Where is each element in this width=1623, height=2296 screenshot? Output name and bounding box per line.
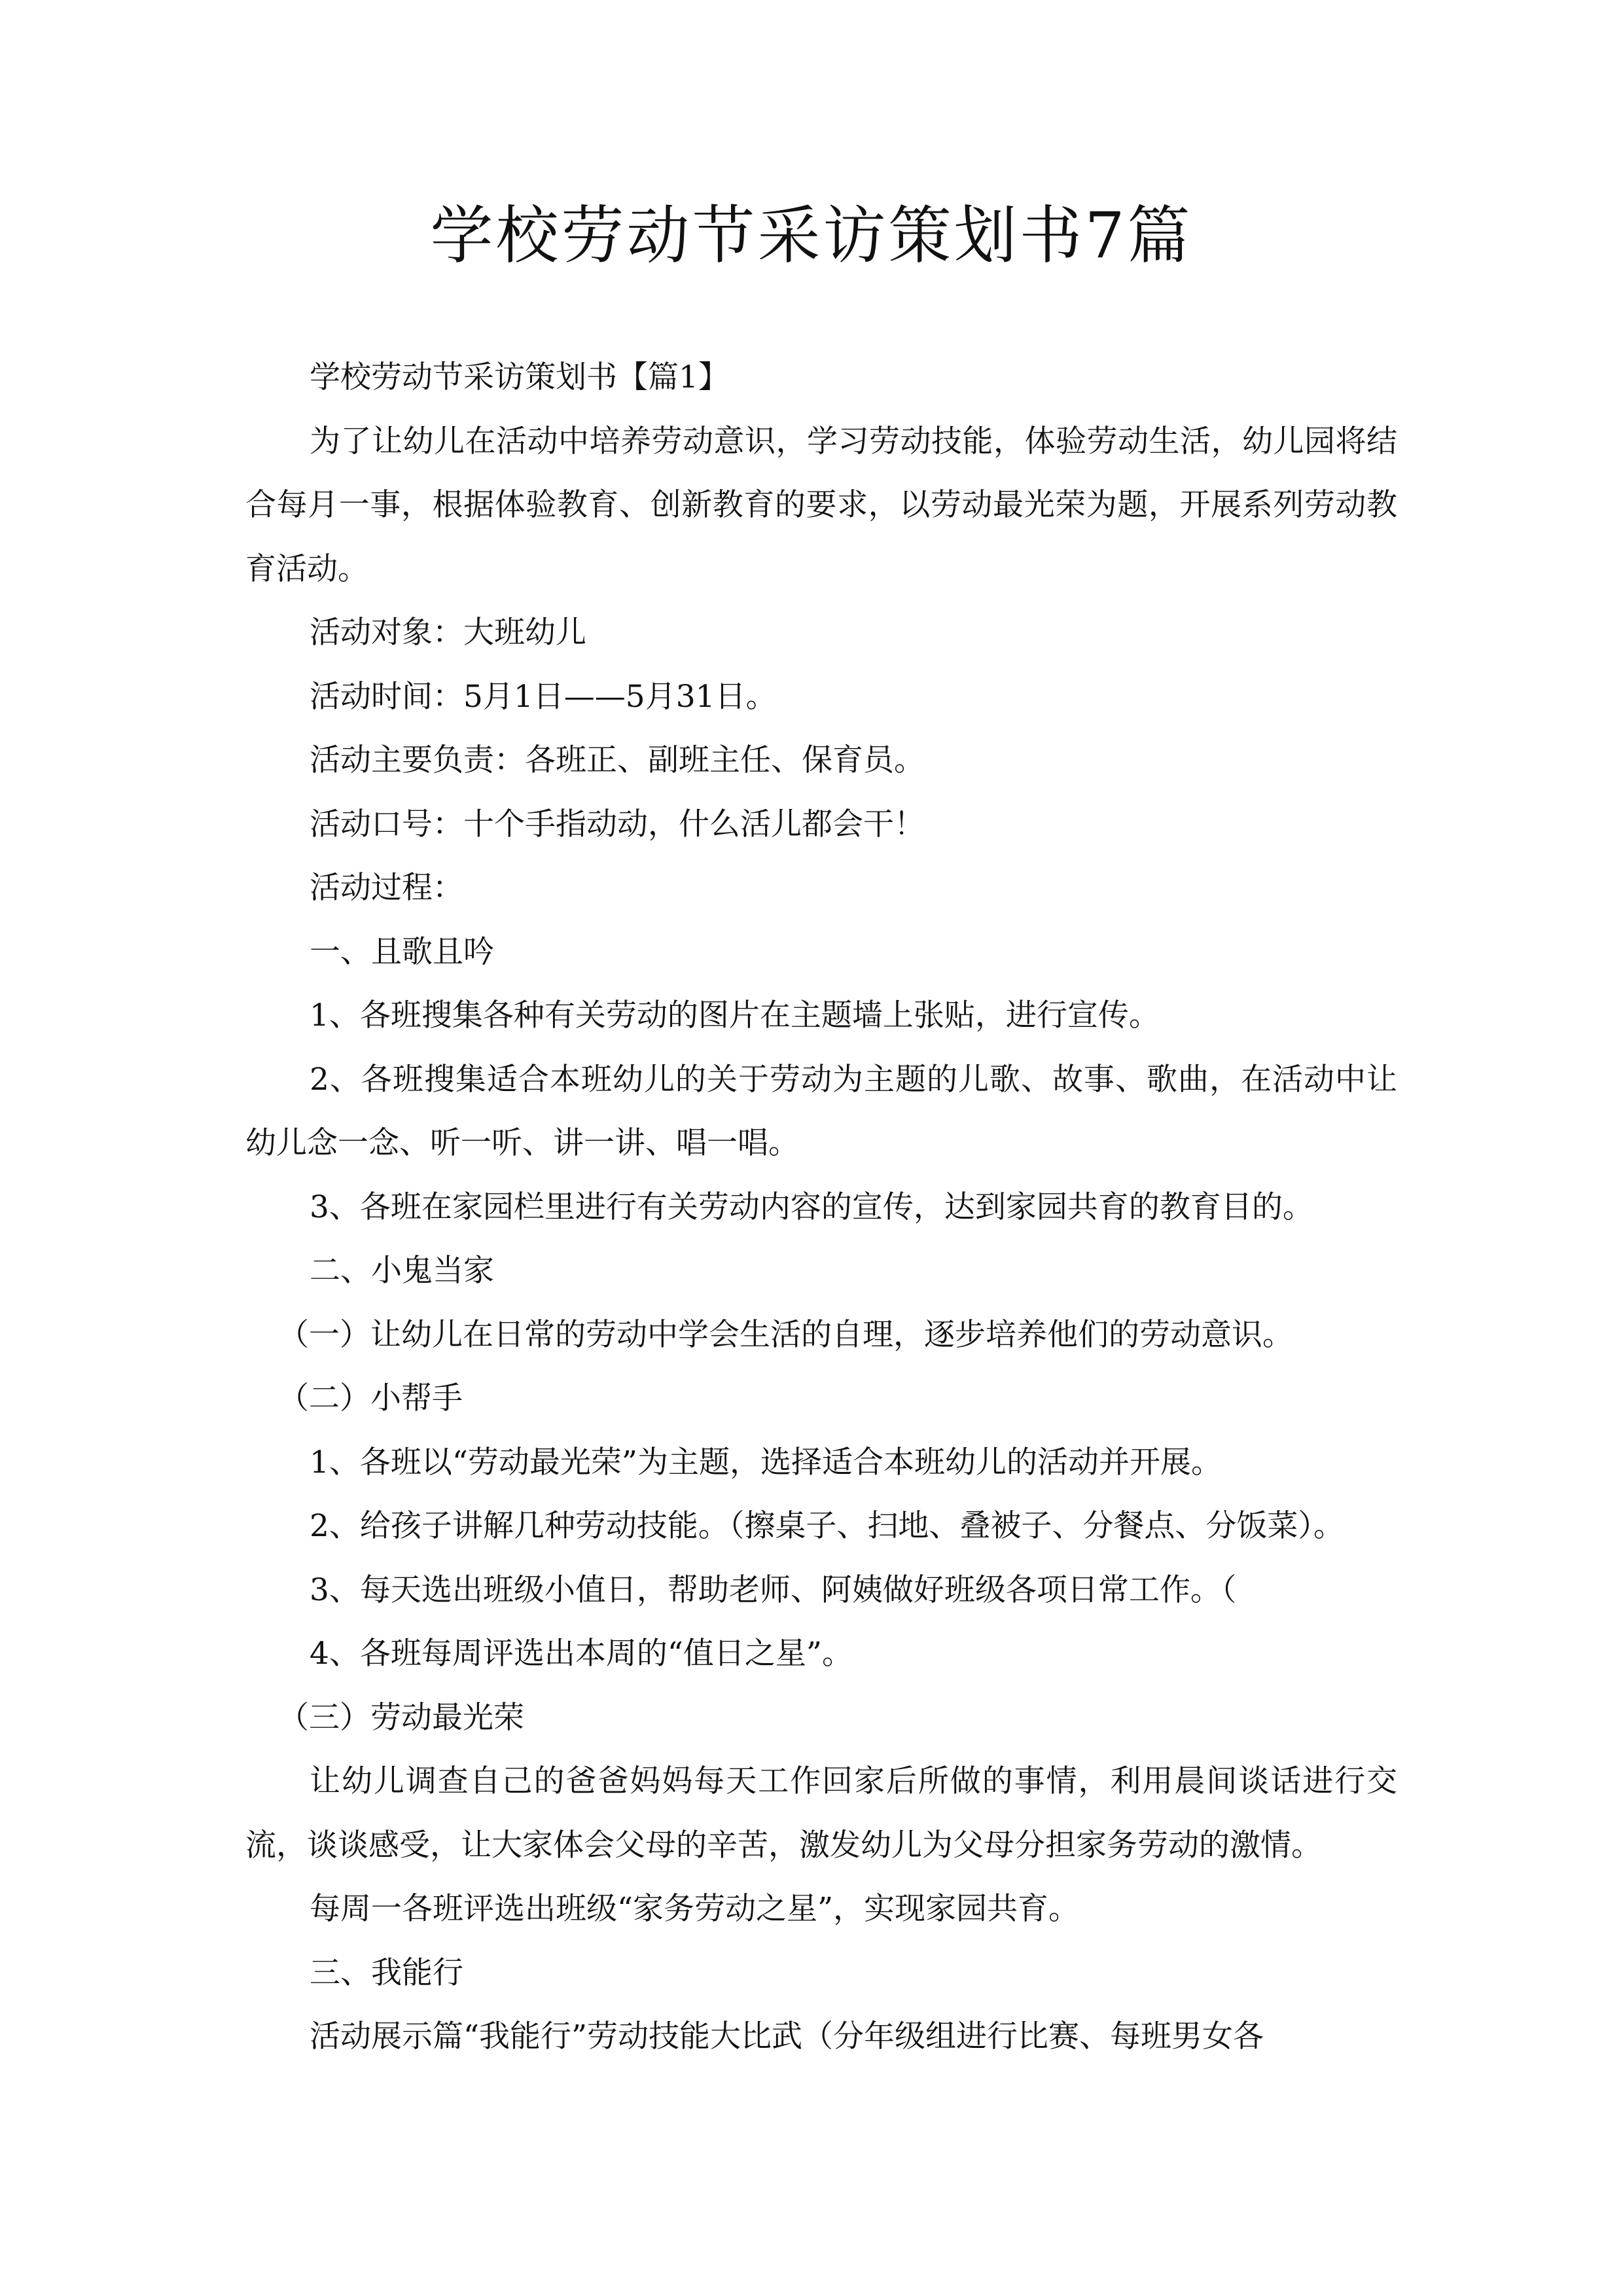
document-title: 学校劳动节采访策划书7篇 [430,199,1193,272]
list-item: 3、各班在家园栏里进行有关劳动内容的宣传，达到家园共育的教育目的。 [310,1189,1313,1225]
document-body [245,346,1397,2069]
list-item: 3、每天选出班级小值日，帮助老师、阿姨做好班级各项日常工作。（ [310,1571,1237,1608]
subheading: （二）小帮手 [278,1380,463,1416]
subheading: 二、小鬼当家 [310,1253,494,1289]
list-item: 2、给孩子讲解几种劳动技能。（擦桌子、扫地、叠被子、分餐点、分饭菜）。 [310,1508,1344,1544]
list-item: （一）让幼儿在日常的劳动中学会生活的自理，逐步培养他们的劳动意识。 [278,1316,1293,1353]
subheading: （三）劳动最光荣 [278,1699,524,1736]
list-item: 1、各班搜集各种有关劳动的图片在主题墙上张贴，进行宣传。 [310,997,1160,1033]
paragraph: 活动时间：5月1日——5月31日。 [310,678,777,715]
paragraph: 活动主要负责：各班正、副班主任、保育员。 [310,742,925,778]
paragraph: 每周一各班评选出班级“家务劳动之星”，实现家园共育。 [310,1891,1080,1927]
subheading: 一、且歌且吟 [310,933,494,970]
subheading: 三、我能行 [310,1954,463,1991]
paragraph: 为了让幼儿在活动中培养劳动意识，学习劳动技能，体验劳动生活，幼儿园将结合每月一事，根据体验教育、创新教育的要求，以劳动最光荣为题，开展系列劳动教育活动。 [245,423,1397,587]
paragraph: 让幼儿调查自己的爸爸妈妈每天工作回家后所做的事情，利用晨间谈话进行交流，谈谈感受，让大家体会父母的辛苦，激发幼儿为父母分担家务劳动的激情。 [245,1763,1397,1863]
section-heading: 学校劳动节采访策划书【篇1】 [310,359,729,395]
paragraph: 活动对象：大班幼儿 [310,615,586,651]
paragraph: 活动口号：十个手指动动，什么活儿都会干！ [310,806,925,842]
list-item: 1、各班以“劳动最光荣”为主题，选择适合本班幼儿的活动并开展。 [310,1444,1222,1480]
paragraph: 活动展示篇“我能行”劳动技能大比武（分年级组进行比赛、每班男女各 [310,2018,1264,2054]
list-item: 4、各班每周评选出本周的“值日之星”。 [310,1636,853,1672]
paragraph: 活动过程： [310,870,463,906]
list-item: 2、各班搜集适合本班幼儿的关于劳动为主题的儿歌、故事、歌曲，在活动中让幼儿念一念、听一听、讲一讲、唱一唱。 [245,1061,1397,1161]
